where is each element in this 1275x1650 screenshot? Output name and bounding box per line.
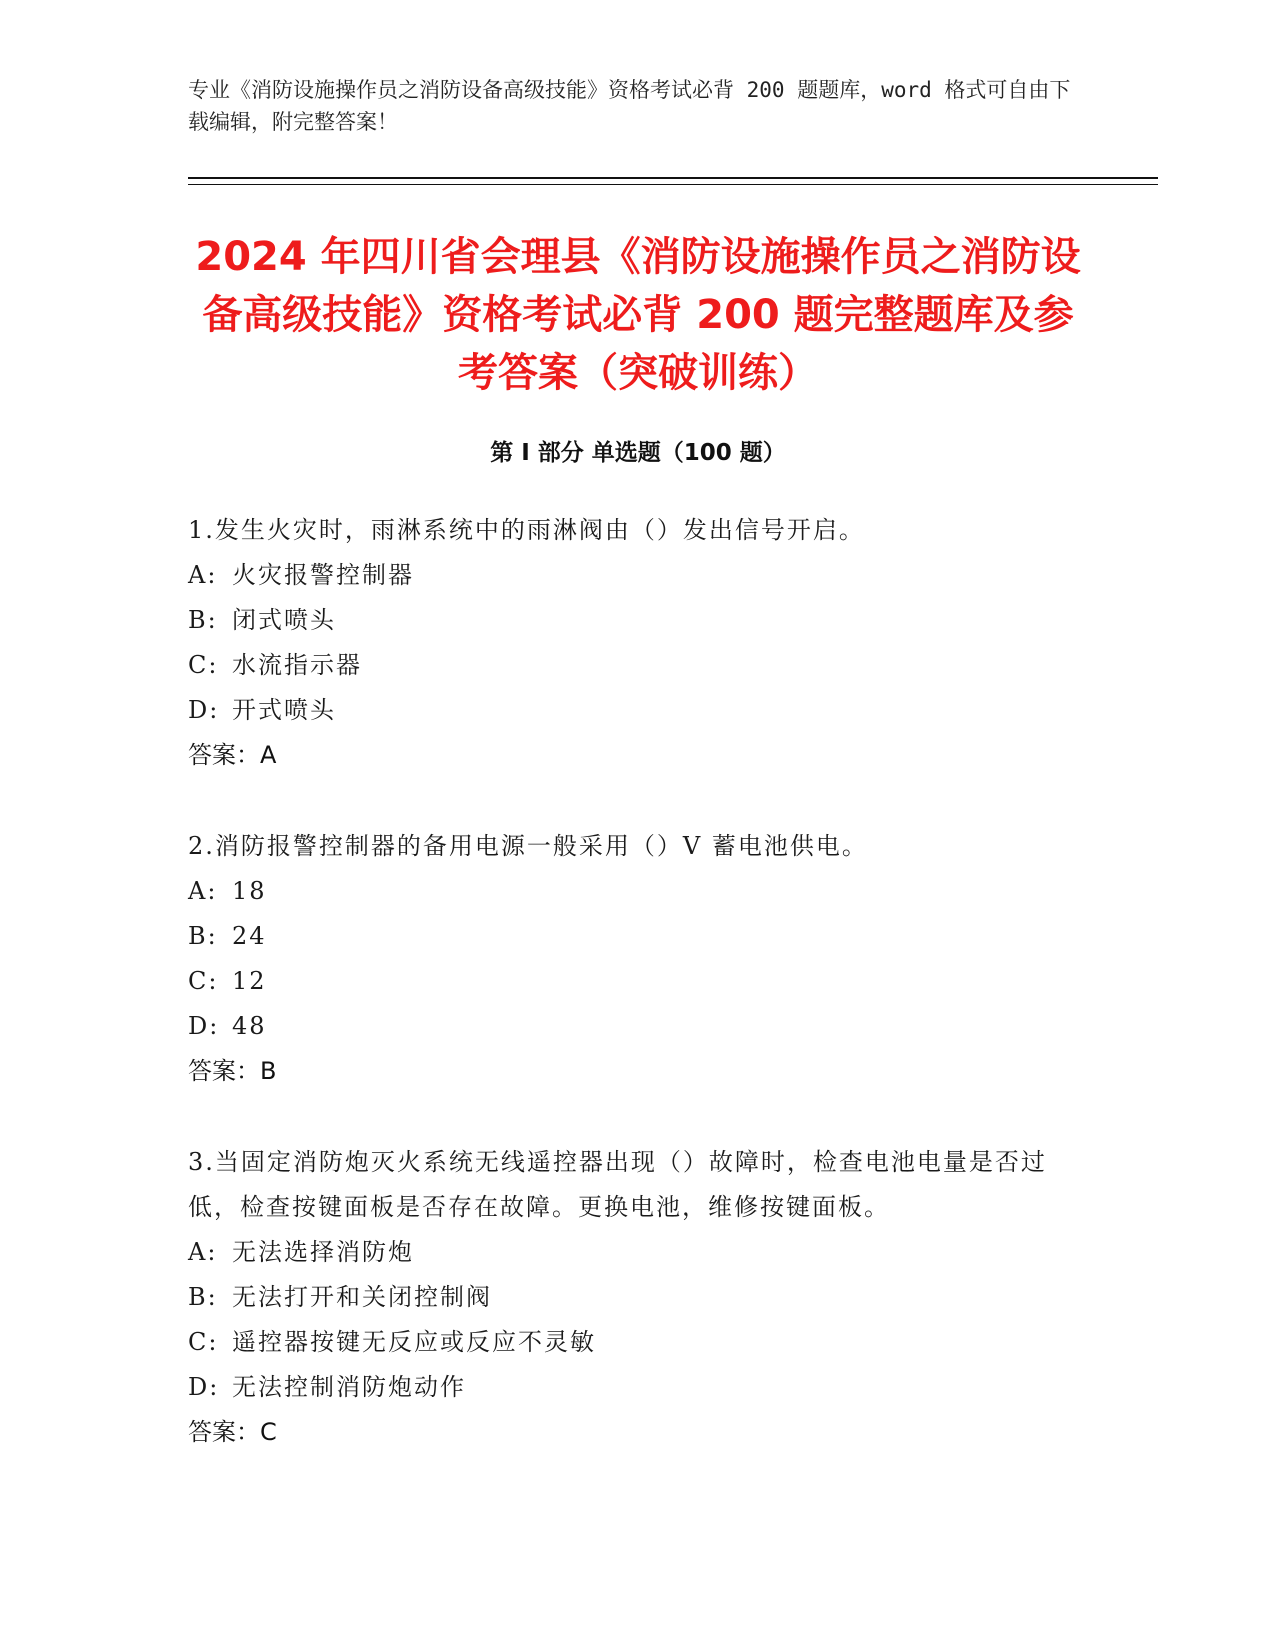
option-text: 48 bbox=[232, 1012, 267, 1040]
option-text: 无法打开和关闭控制阀 bbox=[232, 1283, 492, 1311]
option-a bbox=[188, 553, 1068, 598]
option-text: 开式喷头 bbox=[232, 696, 336, 724]
header-divider-thin bbox=[188, 184, 1158, 185]
question-stem: 2.消防报警控制器的备用电源一般采用（）V 蓄电池供电。 bbox=[188, 832, 868, 860]
option-text: 12 bbox=[232, 967, 267, 995]
option-text: 闭式喷头 bbox=[232, 606, 336, 634]
document-title: 2024 年四川省会理县《消防设施操作员之消防设备高级技能》资格考试必背 200 题完整题库及参考答案（突破训练） bbox=[195, 234, 1081, 396]
option-letter: B: bbox=[188, 606, 218, 634]
option-letter: A: bbox=[188, 561, 218, 589]
option-letter: B: bbox=[188, 1283, 218, 1311]
option-text: 遥控器按键无反应或反应不灵敏 bbox=[232, 1328, 596, 1356]
option-letter: C: bbox=[188, 651, 219, 679]
option-letter: B: bbox=[188, 922, 218, 950]
option-a bbox=[188, 869, 1068, 914]
option-b bbox=[188, 598, 1068, 643]
option-text: 24 bbox=[232, 922, 267, 950]
question-2 bbox=[188, 824, 1068, 1094]
answer-line: 答案：A bbox=[188, 741, 277, 769]
option-d bbox=[188, 688, 1068, 733]
option-c bbox=[188, 1320, 1068, 1365]
option-a bbox=[188, 1230, 1068, 1275]
option-letter: A: bbox=[188, 1238, 218, 1266]
header-note: 专业《消防设施操作员之消防设备高级技能》资格考试必背 200 题题库，word 格式可自由下载编辑，附完整答案！ bbox=[188, 78, 1071, 134]
option-letter: D: bbox=[188, 696, 220, 724]
option-text: 无法控制消防炮动作 bbox=[232, 1373, 466, 1401]
option-letter: D: bbox=[188, 1373, 220, 1401]
option-c bbox=[188, 959, 1068, 1004]
option-letter: A: bbox=[188, 877, 218, 905]
option-text: 18 bbox=[232, 877, 267, 905]
section-title: 第 I 部分 单选题（100 题） bbox=[490, 440, 786, 466]
option-d bbox=[188, 1365, 1068, 1410]
question-3 bbox=[188, 1140, 1068, 1455]
option-b bbox=[188, 914, 1068, 959]
option-text: 水流指示器 bbox=[232, 651, 362, 679]
answer-line: 答案：C bbox=[188, 1418, 277, 1446]
option-letter: C: bbox=[188, 1328, 219, 1356]
question-stem: 3.当固定消防炮灭火系统无线遥控器出现（）故障时，检查电池电量是否过低，检查按键面板是否存在故障。更换电池，维修按键面板。 bbox=[188, 1148, 1047, 1221]
option-text: 无法选择消防炮 bbox=[232, 1238, 414, 1266]
option-letter: D: bbox=[188, 1012, 220, 1040]
header-divider-thick bbox=[188, 177, 1158, 179]
question-1 bbox=[188, 508, 1068, 778]
option-d bbox=[188, 1004, 1068, 1049]
option-letter: C: bbox=[188, 967, 219, 995]
option-b bbox=[188, 1275, 1068, 1320]
option-c bbox=[188, 643, 1068, 688]
question-stem: 1.发生火灾时，雨淋系统中的雨淋阀由（）发出信号开启。 bbox=[188, 516, 865, 544]
answer-line: 答案：B bbox=[188, 1057, 277, 1085]
option-text: 火灾报警控制器 bbox=[232, 561, 414, 589]
